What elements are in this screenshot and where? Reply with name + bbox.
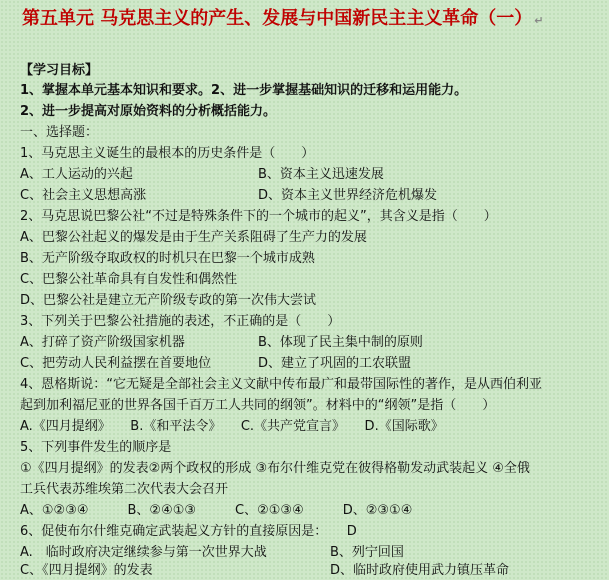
q2-stem: 2、马克思说巴黎公社“不过是特殊条件下的一个城市的起义”，其含义是指（ ）	[20, 209, 497, 224]
q3-option-b: B、体现了民主集中制的原则	[258, 335, 423, 350]
q1-option-c: C、社会主义思想高涨	[20, 188, 147, 203]
q6-option-d: D、临时政府使用武力镇压革命	[330, 563, 510, 578]
q3-option-d: D、建立了巩固的工农联盟	[258, 356, 412, 371]
q5-options: A、①②③④ B、②④①③ C、②①③④ D、②③①④	[20, 503, 413, 518]
title-text: 第五单元 马克思主义的产生、发展与中国新民主主义革命（一）	[22, 8, 533, 29]
paragraph-mark: ↵	[534, 14, 544, 27]
q6-row-2	[20, 562, 580, 580]
q3-row-2	[20, 355, 580, 373]
q1-option-b: B、资本主义迅速发展	[258, 167, 384, 182]
q4-stem-2: 起到加利福尼亚的世界各国千百万工人共同的纲领”。材料中的“纲领”是指（ ）	[20, 398, 496, 413]
objectives-heading: 【学习目标】	[20, 63, 99, 78]
q3-row-1	[20, 334, 580, 352]
q6-option-b: B、列宁回国	[330, 545, 404, 560]
q1-row-1	[20, 166, 580, 184]
objective-1: 1、掌握本单元基本知识和要求。2、进一步掌握基础知识的迁移和运用能力。	[20, 83, 468, 98]
q4-stem-1: 4、恩格斯说：“它无疑是全部社会主义文献中传布最广和最带国际性的著作，是从西伯利亚	[20, 377, 543, 392]
q2-option-c: C、巴黎公社革命具有自发性和偶然性	[20, 272, 238, 287]
q3-option-a: A、打碎了资产阶级国家机器	[20, 335, 185, 350]
q5-items-1: ①《四月提纲》的发表②两个政权的形成 ③布尔什维克党在彼得格勒发动武装起义 ④全俄	[20, 461, 530, 476]
q6-option-a: A. 临时政府决定继续参与第一次世界大战	[20, 545, 267, 560]
q6-row-1	[20, 544, 580, 562]
q3-stem: 3、下列关于巴黎公社措施的表述，不正确的是（ ）	[20, 314, 341, 329]
q2-option-b: B、无产阶级夺取政权的时机只在巴黎一个城市成熟	[20, 251, 315, 266]
section-heading: 一、选择题：	[20, 125, 99, 140]
q1-option-a: A、工人运动的兴起	[20, 167, 133, 182]
q6-stem: 6、促使布尔什维克确定武装起义方针的直接原因是： D	[20, 524, 357, 539]
q2-option-a: A、巴黎公社起义的爆发是由于生产关系阻碍了生产力的发展	[20, 230, 367, 245]
q1-stem: 1、马克思主义诞生的最根本的历史条件是（ ）	[20, 146, 315, 161]
q6-option-c: C、《四月提纲》的发表	[20, 563, 153, 578]
objective-2: 2、进一步提高对原始资料的分析概括能力。	[20, 104, 277, 119]
q4-options: A.《四月提纲》 B.《和平法令》 C.《共产党宣言》 D.《国际歌》	[20, 419, 444, 434]
q1-row-2	[20, 187, 580, 205]
page-title	[22, 8, 592, 32]
q3-option-c: C、把劳动人民利益摆在首要地位	[20, 356, 212, 371]
q1-option-d: D、资本主义世界经济危机爆发	[258, 188, 438, 203]
q5-stem: 5、下列事件发生的顺序是	[20, 440, 172, 455]
q5-items-2: 工兵代表苏维埃第二次代表大会召开	[20, 482, 229, 497]
q2-option-d: D、巴黎公社是建立无产阶级专政的第一次伟大尝试	[20, 293, 317, 308]
